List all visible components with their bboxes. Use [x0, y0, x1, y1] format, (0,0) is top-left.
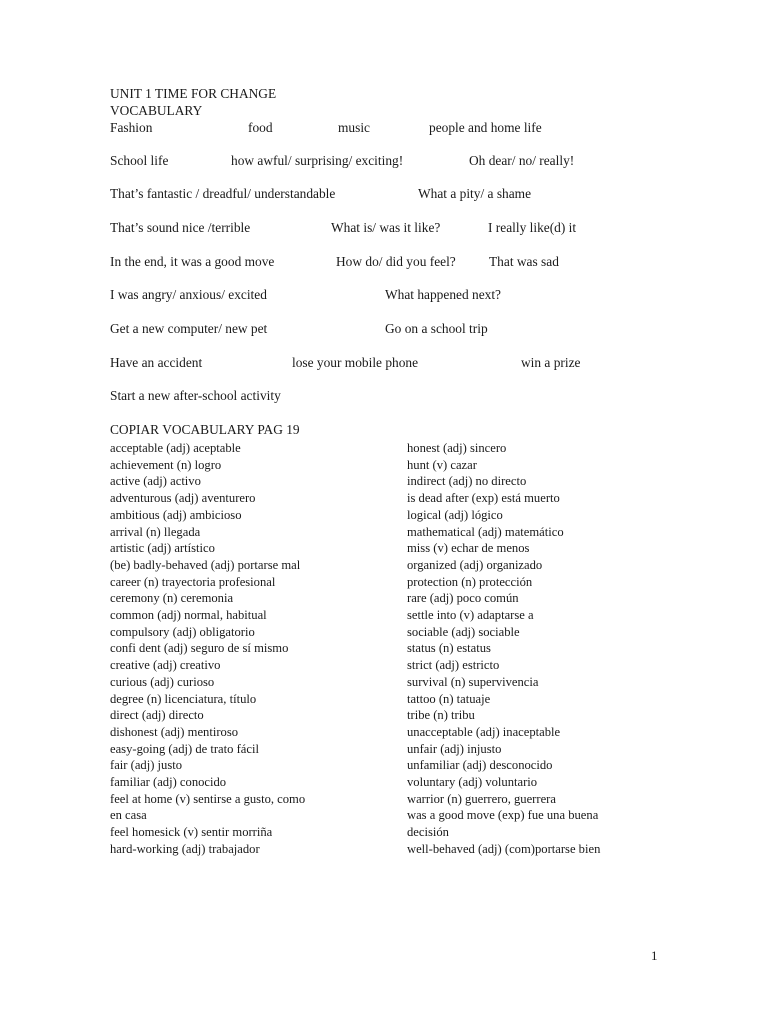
- vocab-item: hard-working (adj) trabajador: [110, 841, 260, 856]
- phrase-what-is-it-like: What is/ was it like?: [331, 220, 441, 235]
- vocab-item: mathematical (adj) matemático: [407, 524, 564, 539]
- phrase-how-did-you-feel: How do/ did you feel?: [336, 254, 456, 269]
- vocab-item: fair (adj) justo: [110, 758, 183, 773]
- phrase-after-school-activity: Start a new after-school activity: [110, 388, 281, 403]
- vocab-item: rare (adj) poco común: [407, 591, 519, 606]
- vocab-item: dishonest (adj) mentiroso: [110, 724, 239, 739]
- unit-title: UNIT 1 TIME FOR CHANGE: [110, 86, 277, 101]
- vocab-right-column: [407, 440, 600, 858]
- phrase-fashion: Fashion: [110, 120, 153, 135]
- vocab-item: unfair (adj) injusto: [407, 741, 502, 756]
- vocab-item: active (adj) activo: [110, 474, 201, 489]
- vocab-item: strict (adj) estricto: [407, 658, 500, 673]
- vocab-item: is dead after (exp) está muerto: [407, 491, 560, 506]
- page-number: 1: [651, 948, 658, 963]
- vocab-item: (be) badly-behaved (adj) portarse mal: [110, 557, 301, 572]
- phrase-new-computer: Get a new computer/ new pet: [110, 321, 268, 336]
- phrase-school-trip: Go on a school trip: [385, 321, 488, 336]
- vocab-item: career (n) trayectoria profesional: [110, 574, 276, 589]
- phrase-win-prize: win a prize: [521, 355, 581, 370]
- vocab-item: protection (n) protección: [407, 574, 533, 589]
- vocab-item: organized (adj) organizado: [407, 557, 543, 572]
- vocab-item: tribe (n) tribu: [407, 708, 475, 723]
- vocab-item: voluntary (adj) voluntario: [407, 775, 538, 790]
- phrase-school-life: School life: [110, 153, 169, 168]
- vocab-item: miss (v) echar de menos: [407, 541, 530, 556]
- vocab-item: achievement (n) logro: [110, 457, 222, 472]
- vocab-item: degree (n) licenciatura, título: [110, 691, 257, 706]
- phrase-sound-nice: That’s sound nice /terrible: [110, 220, 251, 235]
- phrase-food: food: [248, 120, 273, 135]
- vocab-item: ceremony (n) ceremonia: [110, 591, 234, 606]
- section-title: VOCABULARY: [110, 103, 203, 118]
- vocab-left-column: [110, 440, 305, 858]
- phrase-thats-fantastic: That’s fantastic / dreadful/ understandable: [110, 186, 336, 201]
- vocab-item: common (adj) normal, habitual: [110, 608, 267, 623]
- vocab-item: familiar (adj) conocido: [110, 775, 227, 790]
- vocab-item: warrior (n) guerrero, guerrera: [407, 791, 556, 806]
- vocab-item: acceptable (adj) aceptable: [110, 441, 241, 455]
- vocab-item: sociable (adj) sociable: [407, 624, 520, 639]
- phrase-that-was-sad: That was sad: [489, 254, 559, 269]
- phrase-how-awful: how awful/ surprising/ exciting!: [231, 153, 404, 168]
- vocab-item: was a good move (exp) fue una buena: [407, 808, 599, 823]
- copy-vocabulary-heading: COPIAR VOCABULARY PAG 19: [110, 422, 300, 437]
- vocab-item: survival (n) supervivencia: [407, 674, 539, 689]
- phrase-i-really-like: I really like(d) it: [488, 220, 577, 235]
- vocab-item: arrival (n) llegada: [110, 524, 201, 539]
- vocab-item: compulsory (adj) obligatorio: [110, 624, 255, 639]
- phrase-music: music: [338, 120, 370, 135]
- vocab-item: adventurous (adj) aventurero: [110, 491, 256, 506]
- phrase-have-accident: Have an accident: [110, 355, 203, 370]
- vocab-item: curious (adj) curioso: [110, 674, 215, 689]
- vocab-item: unacceptable (adj) inaceptable: [407, 724, 561, 739]
- vocab-item: status (n) estatus: [407, 641, 491, 656]
- vocab-item: settle into (v) adaptarse a: [407, 608, 534, 623]
- vocab-item: tattoo (n) tatuaje: [407, 691, 491, 706]
- vocab-item: honest (adj) sincero: [407, 441, 507, 455]
- vocab-item: artistic (adj) artístico: [110, 541, 215, 556]
- phrase-oh-dear: Oh dear/ no/ really!: [469, 153, 575, 168]
- phrase-in-the-end: In the end, it was a good move: [110, 254, 275, 269]
- phrase-what-a-pity: What a pity/ a shame: [418, 186, 532, 201]
- vocab-item: en casa: [110, 808, 147, 823]
- phrase-people-home-life: people and home life: [429, 120, 542, 135]
- vocab-item: hunt (v) cazar: [407, 457, 477, 472]
- phrase-lose-phone: lose your mobile phone: [292, 355, 419, 370]
- vocab-item: feel homesick (v) sentir morriña: [110, 825, 273, 840]
- vocab-item: easy-going (adj) de trato fácil: [110, 741, 259, 756]
- vocab-item: ambitious (adj) ambicioso: [110, 507, 242, 522]
- vocab-item: creative (adj) creativo: [110, 658, 221, 673]
- vocab-item: unfamiliar (adj) desconocido: [407, 758, 553, 773]
- vocab-item: well-behaved (adj) (com)portarse bien: [407, 841, 601, 856]
- vocab-item: logical (adj) lógico: [407, 507, 503, 522]
- vocab-item: decisión: [407, 825, 449, 840]
- vocab-item: indirect (adj) no directo: [407, 474, 527, 489]
- vocab-item: feel at home (v) sentirse a gusto, como: [110, 791, 306, 806]
- phrase-i-was-angry: I was angry/ anxious/ excited: [110, 287, 267, 302]
- vocab-item: direct (adj) directo: [110, 708, 204, 723]
- phrase-what-happened-next: What happened next?: [385, 287, 501, 302]
- vocab-item: confi dent (adj) seguro de sí mismo: [110, 641, 289, 656]
